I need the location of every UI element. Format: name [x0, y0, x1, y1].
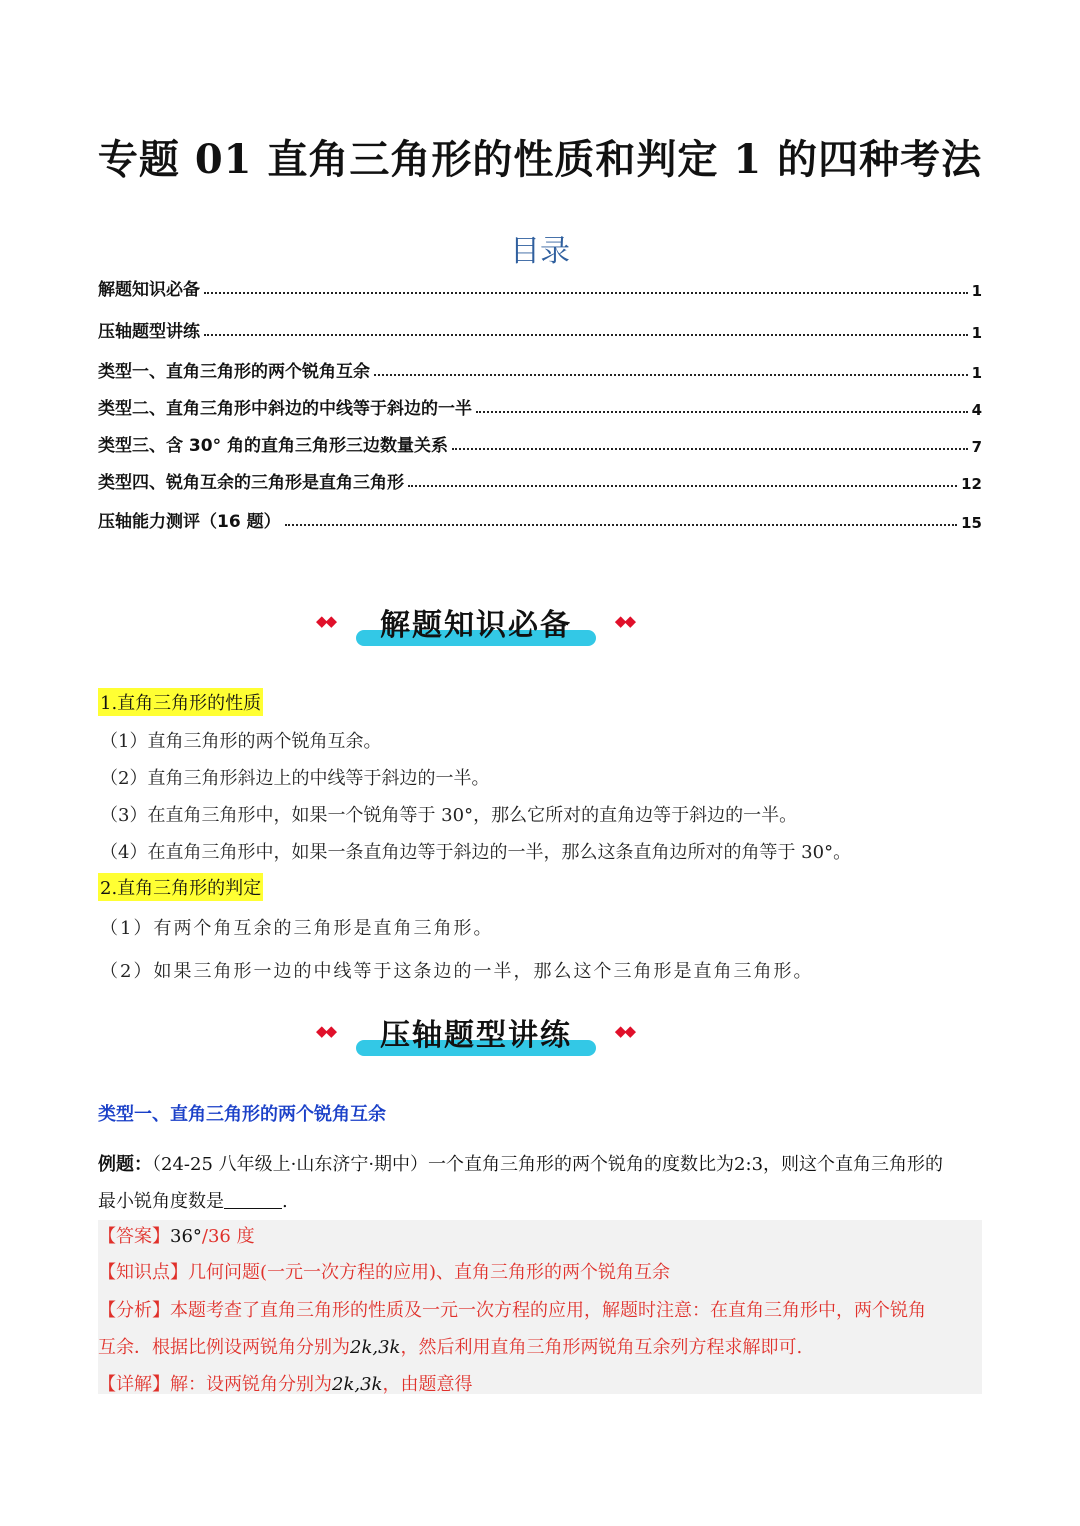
toc-item-page: 4 [971, 401, 982, 419]
detail-text: 解：设两锐角分别为 [170, 1374, 332, 1395]
section-banner-practice [310, 1010, 640, 1060]
detail-tag: 【详解】 [98, 1374, 170, 1395]
answer-alt: /36 度 [201, 1226, 255, 1247]
toc-item-label: 类型三、含 30° 角的直角三角形三边数量关系 [98, 436, 448, 456]
detail-text: ，由题意得 [382, 1374, 473, 1395]
analysis-row-cont [98, 1333, 802, 1359]
analysis-text: ，然后利用直角三角形两锐角互余列方程求解即可. [400, 1337, 803, 1358]
toc-heading: 目录 [510, 234, 570, 269]
detail-row [98, 1370, 472, 1396]
toc-item-label: 类型二、直角三角形中斜边的中线等于斜边的一半 [98, 399, 472, 419]
diamond-icon: ◆◆ [316, 612, 336, 630]
toc-item[interactable] [98, 354, 982, 382]
analysis-row [98, 1296, 926, 1322]
example-label: 例题： [98, 1154, 152, 1175]
knowledge-item: （1）直角三角形的两个锐角互余。 [100, 731, 382, 752]
toc-item-page: 1 [971, 282, 982, 300]
analysis-text: 本题考查了直角三角形的性质及一元一次方程的应用，解题时注意：在直角三角形中，两个锐角 [170, 1300, 926, 1321]
example-end: . [282, 1191, 288, 1212]
math-expression: 2k,3k [350, 1337, 401, 1358]
answer-row [98, 1222, 255, 1248]
toc-item-page: 7 [971, 438, 982, 456]
knowledge-text: 几何问题(一元一次方程的应用)、直角三角形的两个锐角互余 [188, 1262, 671, 1283]
diamond-icon: ◆◆ [614, 612, 634, 630]
knowledge-item: （1）有两个角互余的三角形是直角三角形。 [100, 918, 494, 939]
analysis-tag: 【分析】 [98, 1300, 170, 1321]
toc-item[interactable] [98, 465, 982, 493]
type-one-title: 类型一、直角三角形的两个锐角互余 [98, 1104, 386, 1125]
diamond-icon: ◆◆ [316, 1022, 336, 1040]
answer-value: 36° [170, 1226, 202, 1247]
toc-item-label: 压轴能力测评（16 题） [98, 512, 281, 532]
knowledge-tag: 【知识点】 [98, 1262, 188, 1283]
toc-item-label: 压轴题型讲练 [98, 322, 200, 342]
toc-leader-dots [452, 448, 968, 450]
knowledge-item: （3）在直角三角形中，如果一个锐角等于 30°，那么它所对的直角边等于斜边的一半。 [100, 805, 798, 826]
toc-item[interactable] [98, 272, 982, 300]
toc-item[interactable] [98, 428, 982, 456]
toc-item-page: 15 [961, 514, 982, 532]
example-text-cont: 最小锐角度数是 [98, 1191, 224, 1212]
knowledge-point-row [98, 1258, 670, 1284]
knowledge-item: （2）直角三角形斜边上的中线等于斜边的一半。 [100, 768, 490, 789]
toc-item-label: 类型四、锐角互余的三角形是直角三角形 [98, 473, 404, 493]
math-expression: 2k,3k [332, 1374, 383, 1395]
toc-item-page: 1 [971, 364, 982, 382]
banner-title: 解题知识必备 [380, 608, 572, 643]
section-heading-properties: 1.直角三角形的性质 [98, 688, 263, 716]
toc-item-label: 类型一、直角三角形的两个锐角互余 [98, 362, 370, 382]
toc-leader-dots [204, 334, 968, 336]
toc-leader-dots [476, 411, 968, 413]
answer-tag: 【答案】 [98, 1226, 170, 1247]
toc-item[interactable] [98, 504, 982, 532]
toc-leader-dots [374, 374, 968, 376]
section-banner-knowledge [310, 600, 640, 650]
toc-item-label: 解题知识必备 [98, 280, 200, 300]
banner-title: 压轴题型讲练 [380, 1018, 572, 1053]
diamond-icon: ◆◆ [614, 1022, 634, 1040]
knowledge-item: （4）在直角三角形中，如果一条直角边等于斜边的一半，那么这条直角边所对的角等于 30°。 [100, 842, 852, 863]
toc-item[interactable] [98, 314, 982, 342]
toc-leader-dots [285, 524, 958, 526]
page-title: 专题 01 直角三角形的性质和判定 1 的四种考法 [97, 136, 983, 183]
section-heading-criteria: 2.直角三角形的判定 [98, 873, 263, 901]
toc-item-page: 12 [961, 475, 982, 493]
toc-item-page: 1 [971, 324, 982, 342]
knowledge-item: （2）如果三角形一边的中线等于这条边的一半，那么这个三角形是直角三角形。 [100, 961, 814, 982]
toc-item[interactable] [98, 391, 982, 419]
example-text: （24-25 八年级上·山东济宁·期中）一个直角三角形的两个锐角的度数比为2:3，则这个直角三角形的 [152, 1154, 944, 1175]
example-problem [98, 1146, 982, 1220]
toc-leader-dots [408, 485, 957, 487]
analysis-text: 互余．根据比例设两锐角分别为 [98, 1337, 350, 1358]
answer-blank [224, 1190, 282, 1209]
solution-box [98, 1220, 982, 1394]
toc-leader-dots [204, 292, 968, 294]
